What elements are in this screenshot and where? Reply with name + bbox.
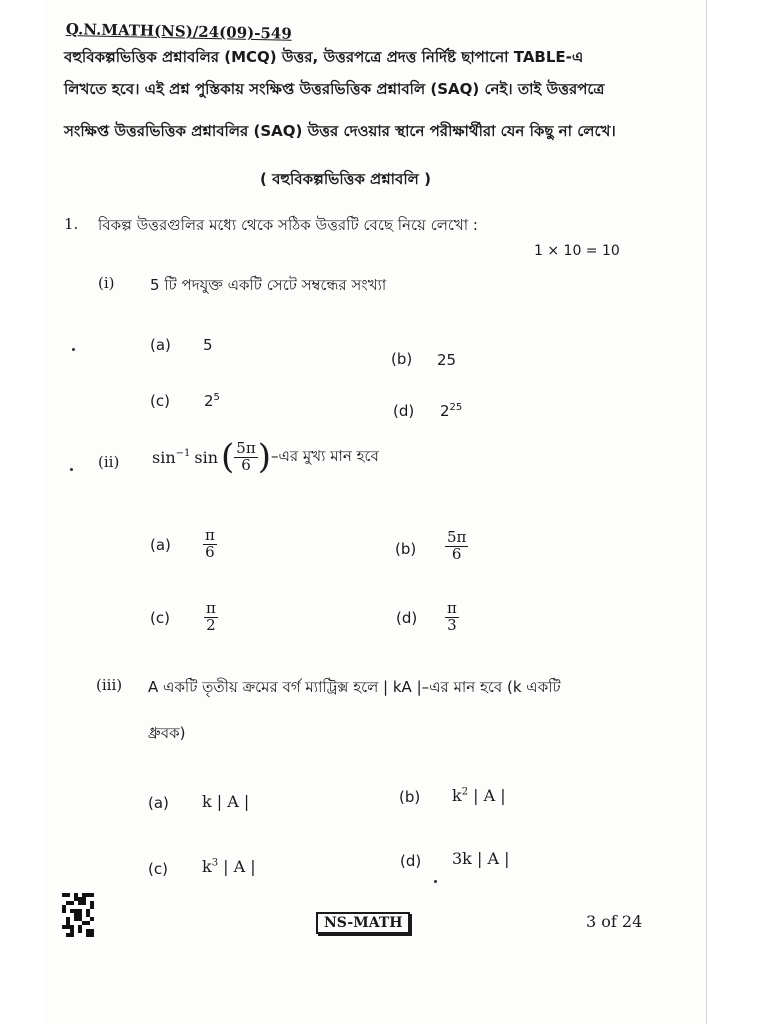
option-label: (b) xyxy=(391,350,413,368)
fraction-denominator: 2 xyxy=(206,615,216,634)
fraction-numerator: 5π xyxy=(447,528,467,546)
paper-code: Q.N.MATH(NS)/24(09)-549 xyxy=(65,20,292,43)
option-label: (b) xyxy=(395,540,417,558)
instruction-line-1: বহুবিকল্পভিত্তিক প্রশ্নাবলির (MCQ) উত্তর, উত্তরপত্রে প্রদত্ত নির্দিষ্ট ছাপানো TABLE-এ xyxy=(64,48,584,66)
option-label: (d) xyxy=(400,852,422,870)
option-label: (a) xyxy=(150,536,171,554)
subquestion-text-continued: ধ্রুবক) xyxy=(148,724,186,742)
page-number: 3 of 24 xyxy=(586,912,643,931)
speck xyxy=(70,468,73,471)
inverse-exponent: −1 xyxy=(175,448,191,459)
fraction-numerator: π xyxy=(206,599,216,617)
fraction-denominator: 6 xyxy=(451,544,462,563)
instruction-line-3: সংক্ষিপ্ত উত্তরভিত্তিক প্রশ্নাবলির (SAQ) উত্তর দেওয়ার স্থানে পরীক্ষার্থীরা যেন কিছু না লেখে। xyxy=(64,122,616,140)
argument-fraction xyxy=(234,438,257,474)
option-value xyxy=(204,601,218,634)
fraction-denominator: 6 xyxy=(241,455,251,474)
speck xyxy=(72,348,75,351)
subquestion-text: 5 টি পদযুক্ত একটি সেটে সম্বন্ধের সংখ্যা xyxy=(150,276,387,294)
section-heading: ( বহুবিকল্পভিত্তিক প্রশ্নাবলি ) xyxy=(260,170,431,188)
option-value: $k^3$ | A | xyxy=(202,857,256,876)
fraction-denominator: 3 xyxy=(447,615,457,634)
fraction-numerator: π xyxy=(205,526,215,544)
subquestion-label: (ii) xyxy=(98,453,120,471)
option-label: (d) xyxy=(393,402,415,420)
option-value: $k^2$ | A | xyxy=(452,786,506,805)
fraction-numerator: 5π xyxy=(236,438,256,457)
subject-code-box: NS-MATH xyxy=(316,912,410,934)
fraction-numerator: π xyxy=(447,599,457,617)
option-base: 2 xyxy=(440,402,450,420)
left-paren: ( xyxy=(221,437,235,477)
subquestion-expression xyxy=(152,437,379,477)
fraction-denominator: 6 xyxy=(205,542,215,561)
option-value xyxy=(203,528,217,561)
option-label: (c) xyxy=(150,609,170,627)
subquestion-label: (iii) xyxy=(96,676,123,694)
option-label: (c) xyxy=(150,392,170,410)
option-label: (c) xyxy=(148,860,168,878)
question-text: বিকল্প উত্তরগুলির মধ্যে থেকে সঠিক উত্তরটি বেছে নিয়ে লেখো : xyxy=(98,216,478,234)
option-exponent: 5 xyxy=(213,392,220,403)
sin-function: sin xyxy=(152,447,176,467)
right-paren: ) xyxy=(257,437,271,477)
barcode-icon xyxy=(62,893,94,937)
option-value: 5 xyxy=(203,336,213,354)
option-exponent: 25 xyxy=(449,402,463,413)
option-value xyxy=(445,530,468,563)
option-value xyxy=(445,601,459,634)
option-label: (d) xyxy=(396,609,418,627)
subquestion-label: (i) xyxy=(98,274,115,292)
option-value: k | A | xyxy=(202,792,250,811)
sin-function: sin xyxy=(194,447,219,467)
option-value: 25 xyxy=(437,351,457,369)
subquestion-text: A একটি তৃতীয় ক্রমের বর্গ ম্যাট্রিক্স হলে | kA |–এর মান হবে (k একটি xyxy=(148,678,561,696)
subquestion-text: –এর মুখ্য মান হবে xyxy=(270,446,379,465)
question-marks: 1 × 10 = 10 xyxy=(534,243,620,259)
option-value: 3k | A | xyxy=(452,849,510,868)
exam-page xyxy=(42,0,707,1024)
option-value xyxy=(204,392,220,410)
option-label: (a) xyxy=(150,336,171,354)
speck xyxy=(434,880,437,883)
option-label: (a) xyxy=(148,794,169,812)
question-number: 1. xyxy=(64,215,79,233)
instruction-line-2: লিখতে হবে। এই প্রশ্ন পুস্তিকায় সংক্ষিপ্ত উত্তরভিত্তিক প্রশ্নাবলি (SAQ) নেই। তাই উত্তরপত্রে xyxy=(64,80,605,98)
option-label: (b) xyxy=(399,788,421,806)
option-base: 2 xyxy=(204,392,214,410)
option-value xyxy=(440,402,462,420)
